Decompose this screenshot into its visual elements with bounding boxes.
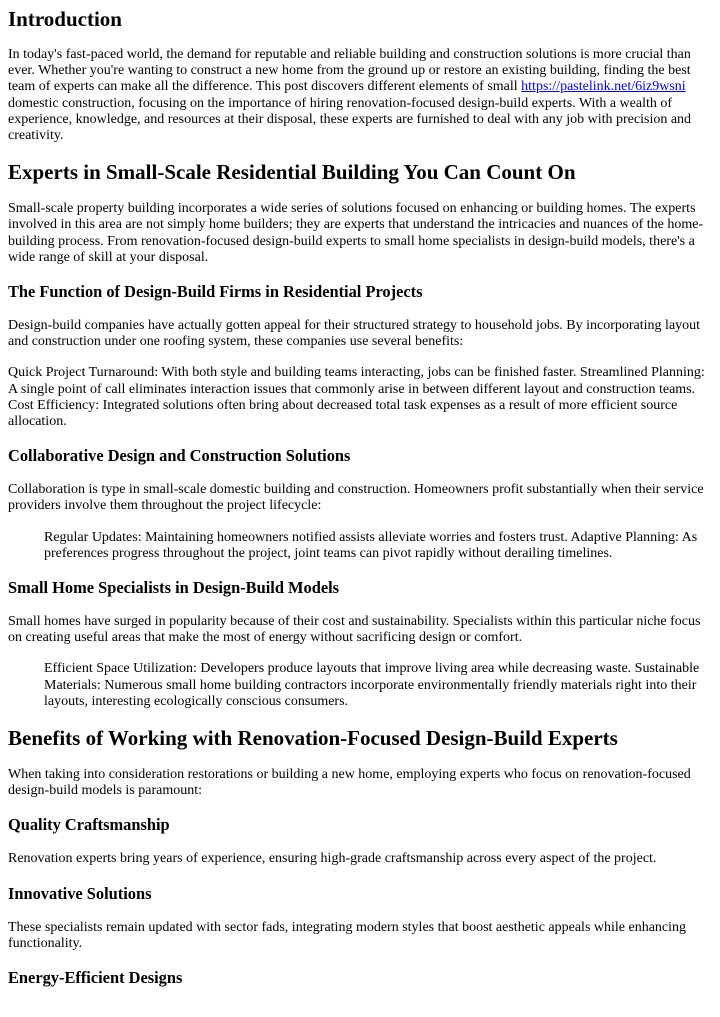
heading-innovative: Innovative Solutions xyxy=(8,883,152,903)
benefits-paragraph: When taking into consideration restorations or building a new home, employing experts who focus on renovation-focused design-build models is paramount: xyxy=(8,767,691,799)
collab-paragraph: Collaboration is type in small-scale domestic building and construction. Homeowners profit substantially when their service providers involve them throughout the project lifecycle: xyxy=(8,482,704,514)
heading-collaborative: Collaborative Design and Construction Solutions xyxy=(8,446,351,466)
function-paragraph-1: Design-build companies have actually gotten appeal for their structured strategy to household jobs. By incorporating layout and construction under one roofing system, these companies use several benefits: xyxy=(8,318,701,350)
pastelink-link[interactable]: https://pastelink.net/6iz9wsni xyxy=(521,79,686,95)
small-home-quote: Efficient Space Utilization: Developers produce layouts that improve living area while decreasing waste. Sustainable Materials: Numerous small home building contractors incorporate environmentally friendly materials right into their layouts, interesting ecologically conscious consumers. xyxy=(44,661,700,709)
heading-introduction: Introduction xyxy=(8,7,122,31)
function-paragraph-2: Quick Project Turnaround: With both style and building teams interacting, jobs can be finished faster. Streamlined Planning: A single point of call eliminates interaction issues that commonly arise in between different layout and construction teams. Cost Efficiency: Integrated solutions often bring about decreased total task expenses as a result of more efficient source allocation. xyxy=(8,365,705,430)
heading-function: The Function of Design-Build Firms in Residential Projects xyxy=(8,282,423,302)
heading-quality: Quality Craftsmanship xyxy=(8,815,170,835)
intro-text-before-link: In today's fast-paced world, the demand for reputable and reliable building and construction solutions is more crucial than ever. Whether you're wanting to construct a new home from the ground up or restore an existing building, finding the best team of experts can make all the difference. This post discovers different elements of small xyxy=(8,47,691,95)
heading-small-home: Small Home Specialists in Design-Build Models xyxy=(8,578,340,598)
quality-paragraph: Renovation experts bring years of experience, ensuring high-grade craftsmanship across every aspect of the project. xyxy=(8,851,657,867)
innovative-paragraph: These specialists remain updated with sector fads, integrating modern styles that boost aesthetic appeals while enhancing functionality. xyxy=(8,919,687,951)
small-home-paragraph: Small homes have surged in popularity because of their cost and sustainability. Specialists within this particular niche focus on creating useful areas that make the most of energy without sacrificing design or comfort. xyxy=(8,614,701,646)
heading-experts: Experts in Small-Scale Residential Building You Can Count On xyxy=(8,160,576,185)
intro-text-after-link: domestic construction, focusing on the importance of hiring renovation-focused design-build experts. With a wealth of experience, knowledge, and resources at their disposal, these experts are furnished to deal with any job with precision and creativity. xyxy=(8,95,692,144)
heading-energy: Energy-Efficient Designs xyxy=(8,968,183,988)
experts-paragraph: Small-scale property building incorporates a wide series of solutions focused on enhancing or building homes. The experts involved in this area are not simply home builders; they are experts that understand the intricacies and nuances of the home-building process. From renovation-focused design-build experts to small home specialists in design-build models, there's a wide range of skill at your disposal. xyxy=(8,201,704,265)
collab-quote: Regular Updates: Maintaining homeowners notified assists alleviate worries and fosters trust. Adaptive Planning: As preferences progress throughout the project, joint teams can pivot rapidly without derailing timelines. xyxy=(44,529,698,561)
intro-paragraph xyxy=(8,47,712,144)
heading-benefits: Benefits of Working with Renovation-Focused Design-Build Experts xyxy=(8,726,618,751)
